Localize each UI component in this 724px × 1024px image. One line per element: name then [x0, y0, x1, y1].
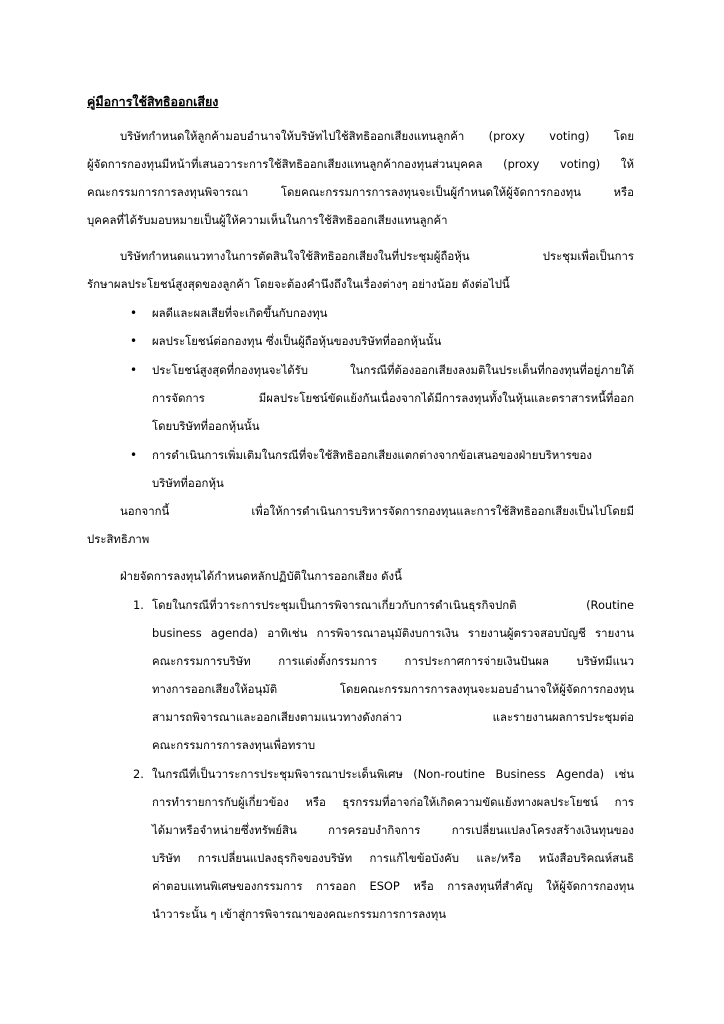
numbered-item-line: โดยในกรณีที่วาระการประชุมเป็นการพิจารณาเกี่ยวกับการดำเนินธุรกิจปกติ (Routine: [152, 598, 634, 612]
numbered-item-line: สามารถพิจารณาและออกเสียงตามแนวทางดังกล่าว และรายงานผลการประชุมต่อ: [152, 710, 634, 724]
bullet-item: การดำเนินการเพิ่มเติมในกรณีที่จะใช้สิทธิออกเสียงแตกต่างจากข้อเสนอของฝ่ายบริหารของ: [152, 448, 592, 462]
intro-line: บุคคลที่ได้รับมอบหมายเป็นผู้ให้ความเห็นในการใช้สิทธิออกเสียงแทนลูกค้า: [87, 213, 448, 227]
intro-line: คณะกรรมการการลงทุนพิจารณา โดยคณะกรรมการการลงทุนจะเป็นผู้กำหนดให้ผู้จัดการกองทุน หรือ: [87, 185, 634, 199]
bullet-marker: •: [130, 334, 138, 348]
guideline-line: บริษัทกำหนดแนวทางในการตัดสินใจใช้สิทธิออกเสียงในที่ประชุมผู้ถือหุ้น ประชุมเพื่อเป็นการ: [120, 249, 634, 263]
numbered-item-line: การทำรายการกับผู้เกี่ยวข้อง หรือ ธุรกรรมที่อาจก่อให้เกิดความขัดแย้งทางผลประโยชน์ การ: [152, 795, 634, 809]
numbered-item-line: ทางการออกเสียงให้อนุมัติ โดยคณะกรรมการการลงทุนจะมอบอำนาจให้ผู้จัดการกองทุน: [152, 682, 634, 696]
bullet-marker: •: [130, 306, 138, 320]
efficiency-line: ประสิทธิภาพ: [87, 532, 150, 546]
numbered-item-line: ได้มาหรือจำหน่ายซึ่งทรัพย์สิน การครอบงำกิจการ การเปลี่ยนแปลงโครงสร้างเงินทุนของ: [152, 823, 634, 837]
item-number: 2.: [133, 767, 144, 781]
bullet-item-continued: การจัดการ มีผลประโยชน์ขัดแย้งกันเนื่องจากได้มีการลงทุนทั้งในหุ้นและตราสารหนี้ที่ออก: [152, 391, 634, 405]
guideline-line: รักษาผลประโยชน์สูงสุดของลูกค้า โดยจะต้องคำนึงถึงในเรื่องต่างๆ อย่างน้อย ดังต่อไปนี้: [87, 277, 510, 291]
bullet-item: ผลดีและผลเสียที่จะเกิดขึ้นกับกองทุน: [152, 306, 328, 320]
numbered-item-line: คณะกรรมการการลงทุนเพื่อทราบ: [152, 738, 316, 752]
bullet-item-continued: บริษัทที่ออกหุ้น: [152, 476, 224, 490]
numbered-item-line: ในกรณีที่เป็นวาระการประชุมพิจารณาประเด็นพิเศษ (Non-routine Business Agenda) เช่น: [152, 767, 634, 781]
bullet-item: ประโยชน์สูงสุดที่กองทุนจะได้รับ ในกรณีที่ต้องออกเสียงลงมติในประเด็นที่กองทุนที่อยู่ภายใต้: [152, 363, 634, 377]
numbered-item-line: คณะกรรมการบริษัท การแต่งตั้งกรรมการ การประกาศการจ่ายเงินปันผล บริษัทมีแนว: [152, 654, 634, 668]
numbered-item-line: บริษัท การเปลี่ยนแปลงธุรกิจของบริษัท การแก้ไขข้อบังคับ และ/หรือ หนังสือบริคณห์สนธิ: [152, 851, 634, 865]
efficiency-line: นอกจากนี้ เพื่อให้การดำเนินการบริหารจัดการกองทุนและการใช้สิทธิออกเสียงเป็นไปโดยมี: [120, 504, 634, 518]
intro-line: บริษัทกำหนดให้ลูกค้ามอบอำนาจให้บริษัทไปใช้สิทธิออกเสียงแทนลูกค้า (proxy voting) โดย: [120, 129, 634, 143]
item-number: 1.: [133, 598, 144, 612]
bullet-item-continued: โดยบริษัทที่ออกหุ้นนั้น: [152, 419, 260, 433]
bullet-marker: •: [130, 363, 138, 377]
numbered-item-line: business agenda) อาทิเช่น การพิจารณาอนุมัติงบการเงิน รายงานผู้ตรวจสอบบัญชี รายงาน: [152, 626, 634, 640]
bullet-marker: •: [130, 448, 138, 462]
principles-heading: ฝ่ายจัดการลงทุนได้กำหนดหลักปฏิบัติในการออกเสียง ดังนี้: [120, 569, 402, 583]
page-title: คู่มือการใช้สิทธิออกเสียง: [87, 94, 219, 109]
numbered-item-line: ค่าตอบแทนพิเศษของกรรมการ การออก ESOP หรือ การลงทุนที่สำคัญ ให้ผู้จัดการกองทุน: [152, 879, 634, 893]
numbered-item-line: นำวาระนั้น ๆ เข้าสู่การพิจารณาของคณะกรรมการการลงทุน: [152, 907, 447, 921]
bullet-item: ผลประโยชน์ต่อกองทุน ซึ่งเป็นผู้ถือหุ้นของบริษัทที่ออกหุ้นนั้น: [152, 334, 442, 348]
intro-line: ผู้จัดการกองทุนมีหน้าที่เสนอวาระการใช้สิทธิออกเสียงแทนลูกค้ากองทุนส่วนบุคคล (proxy voting) ให้: [87, 157, 634, 171]
